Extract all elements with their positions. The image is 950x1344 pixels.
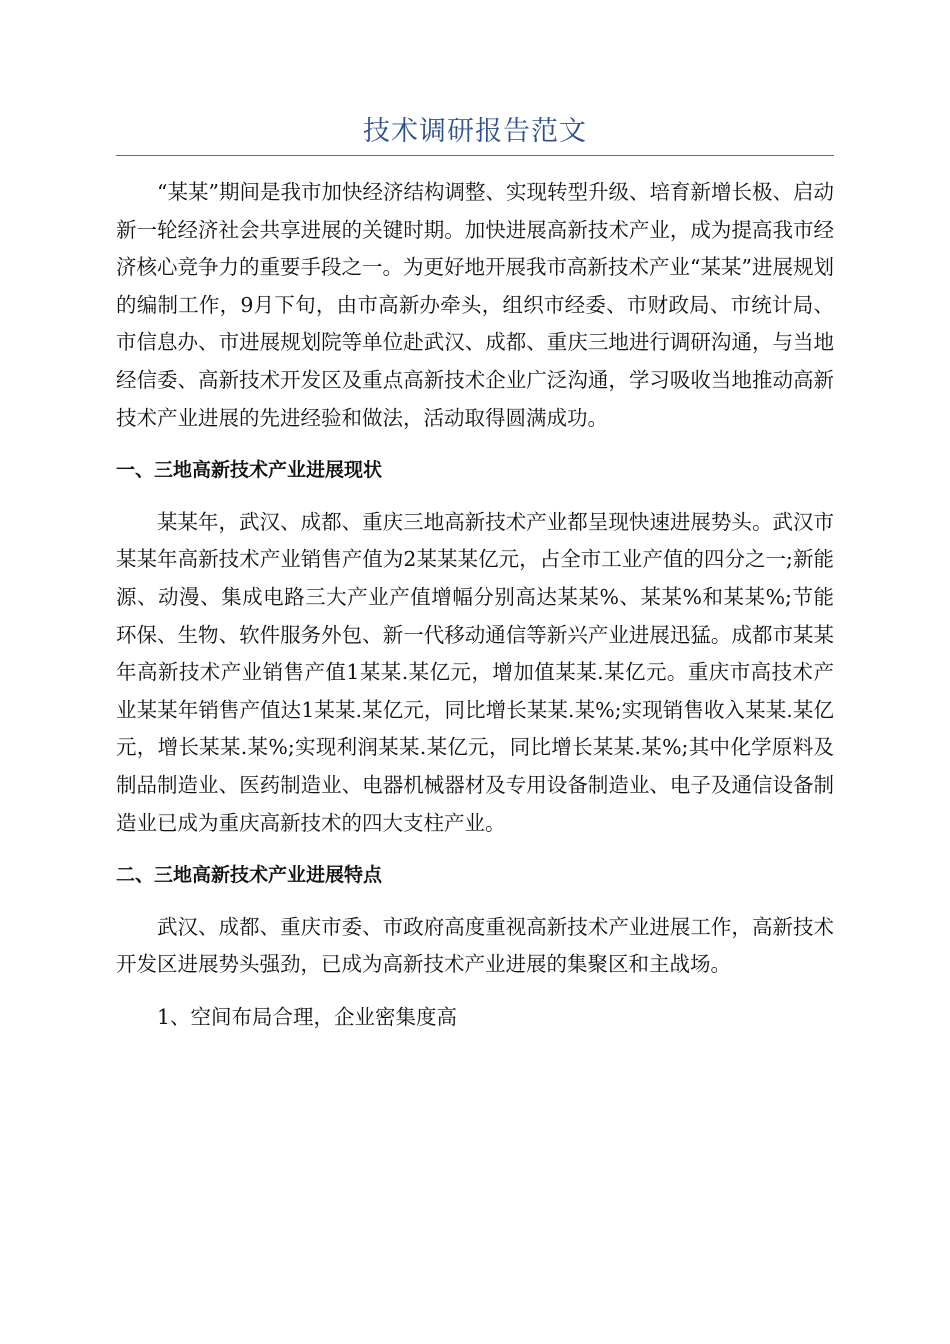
paragraph-features: 武汉、成都、重庆市委、市政府高度重视高新技术产业进展工作，高新技术开发区进展势头强劲，已成为高新技术产业进展的集聚区和主战场。 bbox=[116, 914, 834, 977]
paragraph-status: 某某年，武汉、成都、重庆三地高新技术产业都呈现快速进展势头。武汉市某某年高新技术产业销售产值为2某某某亿元，占全市工业产值的四分之一;新能源、动漫、集成电路三大产业产值增幅分别高达某某%、某某%和某某%;节能环保、生物、软件服务外包、新一代移动通信等新兴产业进展迅猛。成都市某某年高新技术产业销售产值1某某.某亿元，增加值某某.某亿元。重庆市高技术产业某某年销售产值达1某某.某亿元，同比增长某某.某%;实现销售收入某某.某亿元，增长某某.某%;实现利润某某.某亿元，同比增长某某.某%;其中化学原料及制品制造业、医药制造业、电器机械器材及专用设备制造业、电子及通信设备制造业已成为重庆高新技术的四大支柱产业。 bbox=[116, 509, 834, 835]
section-heading-status: 一、三地高新技术产业进展现状 bbox=[116, 459, 383, 482]
section-heading-features: 二、三地高新技术产业进展特点 bbox=[116, 864, 383, 887]
document-title: 技术调研报告范文 bbox=[363, 116, 587, 147]
spacer bbox=[116, 984, 834, 999]
document-body bbox=[116, 174, 834, 1036]
paragraph-intro: “某某”期间是我市加快经济结构调整、实现转型升级、培育新增长极、启动新一轮经济社会共享进展的关键时期。加快进展高新技术产业，成为提高我市经济核心竞争力的重要手段之一。为更好地开展我市高新技术产业“某某”进展规划的编制工作，9月下旬，由市高新办牵头，组织市经委、市财政局、市统计局、市信息办、市进展规划院等单位赴武汉、成都、重庆三地进行调研沟通，与当地经信委、高新技术开发区及重点高新技术企业广泛沟通，学习吸收当地推动高新技术产业进展的先进经验和做法，活动取得圆满成功。 bbox=[116, 180, 834, 430]
spacer bbox=[116, 437, 834, 452]
spacer bbox=[116, 842, 834, 857]
title-underline bbox=[116, 155, 834, 156]
spacer bbox=[116, 490, 834, 504]
spacer bbox=[116, 895, 834, 909]
subsection-heading-layout: 1、空间布局合理，企业密集度高 bbox=[157, 1004, 458, 1029]
